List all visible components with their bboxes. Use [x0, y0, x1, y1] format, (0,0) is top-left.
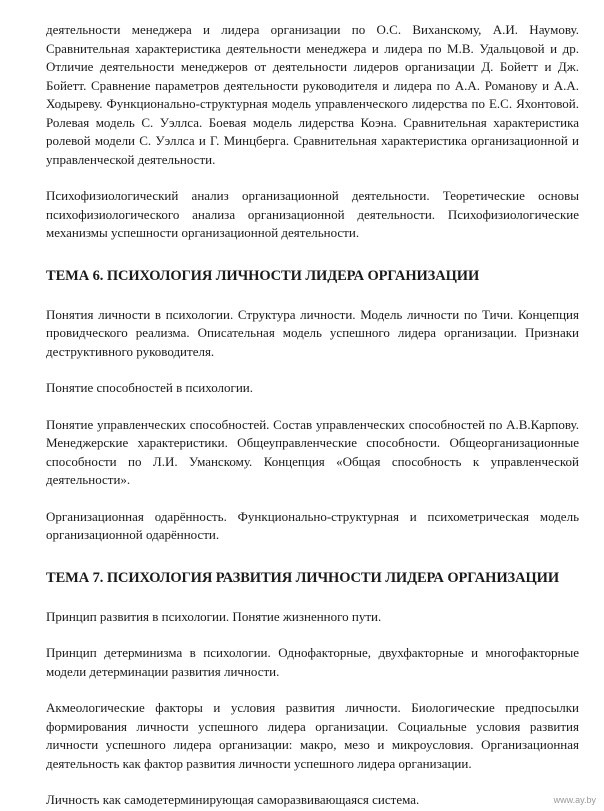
paragraph-abilities: Понятие способностей в психологии.	[46, 380, 254, 395]
heading-topic-7: ТЕМА 7. ПСИХОЛОГИЯ РАЗВИТИЯ ЛИЧНОСТИ ЛИДЕРА ОРГАНИЗАЦИИ	[46, 569, 559, 586]
document-page	[46, 21, 579, 810]
watermark: www.ay.by	[553, 795, 596, 805]
paragraph-continuation: деятельности менеджера и лидера организации по О.С. Виханскому, А.И. Наумову. Сравнительная характеристика деятельности менеджера и лидера по М.В. Удальцовой и др. Отличие деятельности менеджеров от деятельности лидеров организации Д. Бойетт и Дж. Бойетт. Сравнение параметров деятельности руководителя и лидера по А.А. Романову и А.А. Ходыреву. Функционально-структурная модель управленческого лидерства по Е.С. Яхонтовой. Ролевая модель С. Уэллса. Боевая модель лидерства Коэна. Сравнительная характеристика ролевой модели С. Уэллса и Г. Минцберга. Сравнительная характеристика организационной и управленческой деятельности.	[46, 22, 579, 167]
paragraph-determinism: Принцип детерминизма в психологии. Однофакторные, двухфакторные и многофакторные модели детерминации развития личности.	[46, 645, 579, 679]
paragraph-acmeological-factors: Акмеологические факторы и условия развития личности. Биологические предпосылки формирования личности успешного лидера организации. Социальные условия развития личности успешного лидера организации: макро, мезо и микроусловия. Организационная деятельность как фактор развития личности успешного лидера организации.	[46, 700, 579, 771]
paragraph-managerial-abilities: Понятие управленческих способностей. Состав управленческих способностей по А.В.Карпову. Менеджерские характеристики. Общеуправленческие способности. Общеорганизационные способности по Л.И. Уманскому. Концепция «Общая способность к управленческой деятельности».	[46, 416, 579, 487]
heading-topic-6: ТЕМА 6. ПСИХОЛОГИЯ ЛИЧНОСТИ ЛИДЕРА ОРГАНИЗАЦИИ	[46, 267, 480, 284]
paragraph-personality-concepts: Понятия личности в психологии. Структура личности. Модель личности по Тичи. Концепция провидческого реализма. Описательная модель успешного лидера организации. Признаки деструктивного руководителя.	[46, 306, 579, 359]
paragraph-self-determining-system: Личность как самодетерминирующая саморазвивающаяся система.	[46, 792, 420, 807]
paragraph-giftedness: Организационная одарённость. Функционально-структурная и психометрическая модель организационной одарённости.	[46, 508, 579, 542]
paragraph-development-principle: Принцип развития в психологии. Понятие жизненного пути.	[46, 608, 382, 624]
paragraph-psychophysiology: Психофизиологический анализ организационной деятельности. Теоретические основы психофизиологического анализа организационной деятельности. Психофизиологические механизмы успешности организационной деятельности.	[46, 188, 579, 240]
